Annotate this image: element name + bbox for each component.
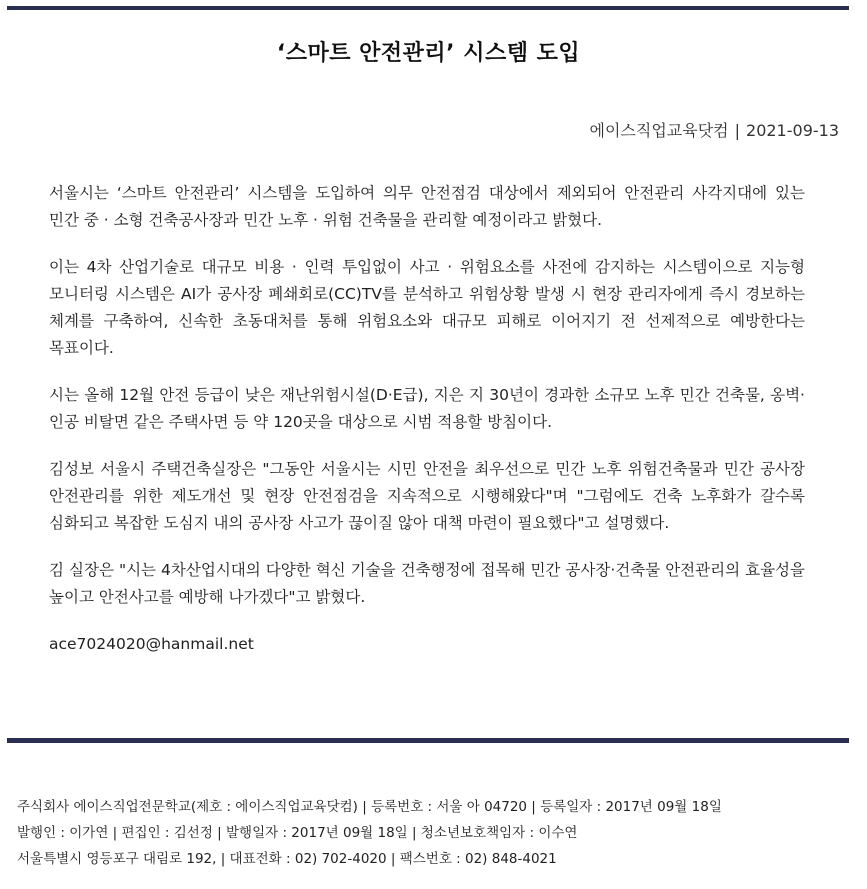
article-byline [590,118,839,141]
article-paragraph: 김성보 서울시 주택건축실장은 "그동안 서울시는 시민 안전을 최우선으로 민간 노후 위험건축물과 민간 공사장 안전관리를 위한 제도개선 및 현장 안전점검을 지속적으로 시행해왔다"며 "그럼에도 건축 노후화가 갈수록 심화되고 복잡한 도심지 내의 공사장 사고가 끊이질 않아 대책 마련이 필요했다"고 설명했다. [49,460,805,532]
article-paragraph: 이는 4차 산업기술로 대규모 비용 · 인력 투입없이 사고 · 위험요소를 사전에 감지하는 시스템이으로 지능형 모니터링 시스템은 AI가 공사장 폐쇄회로(CC)TV를 분석하고 위험상황 발생 시 현장 관리자에게 즉시 경보하는 체계를 구축하여, 신속한 초동대처를 통해 위험요소와 대규모 피해로 이어지기 전 선제적으로 예방한다는 목표이다. [49,258,805,357]
bottom-divider [7,738,849,743]
footer-contact-info: 서울특별시 영등포구 대림로 192, | 대표전화 : 02) 702-4020 | 팩스번호 : 02) 848-4021 [17,851,557,867]
footer-publisher-info: 발행인 : 이가연 | 편집인 : 김선정 | 발행일자 : 2017년 09월 18일 | 청소년보호책임자 : 이수연 [17,825,578,841]
article-paragraph: 시는 올해 12월 안전 등급이 낮은 재난위험시설(D·E급), 지은 지 30년이 경과한 소규모 노후 민간 건축물, 옹벽·인공 비탈면 같은 주택사면 등 약 120곳을 대상으로 시범 적용할 방침이다. [49,386,805,431]
article-title: ‘스마트 안전관리’ 시스템 도입 [276,41,581,66]
top-divider [7,6,849,10]
byline-separator: | [734,121,741,140]
footer-company-info: 주식회사 에이스직업전문학교(제호 : 에이스직업교육닷컴) | 등록번호 : 서울 아 04720 | 등록일자 : 2017년 09월 18일 [17,799,722,815]
article-paragraph: 김 실장은 "시는 4차산업시대의 다양한 혁신 기술을 건축행정에 접목해 민간 공사장·건축물 안전관리의 효율성을 높이고 안전사고를 예방해 나가겠다"고 밝혔다. [49,561,805,606]
article-body [49,180,805,678]
site-footer [17,794,847,872]
source-name[interactable]: 에이스직업교육닷컴 [589,121,729,140]
article-paragraph: 서울시는 ‘스마트 안전관리’ 시스템을 도입하여 의무 안전점검 대상에서 제외되어 안전관리 사각지대에 있는 민간 중 · 소형 건축공사장과 민간 노후 · 위험 건축물을 관리할 예정이라고 밝혔다. [49,184,805,229]
publish-date: 2021-09-13 [746,121,839,140]
reporter-email[interactable]: ace7024020@hanmail.net [49,635,254,653]
